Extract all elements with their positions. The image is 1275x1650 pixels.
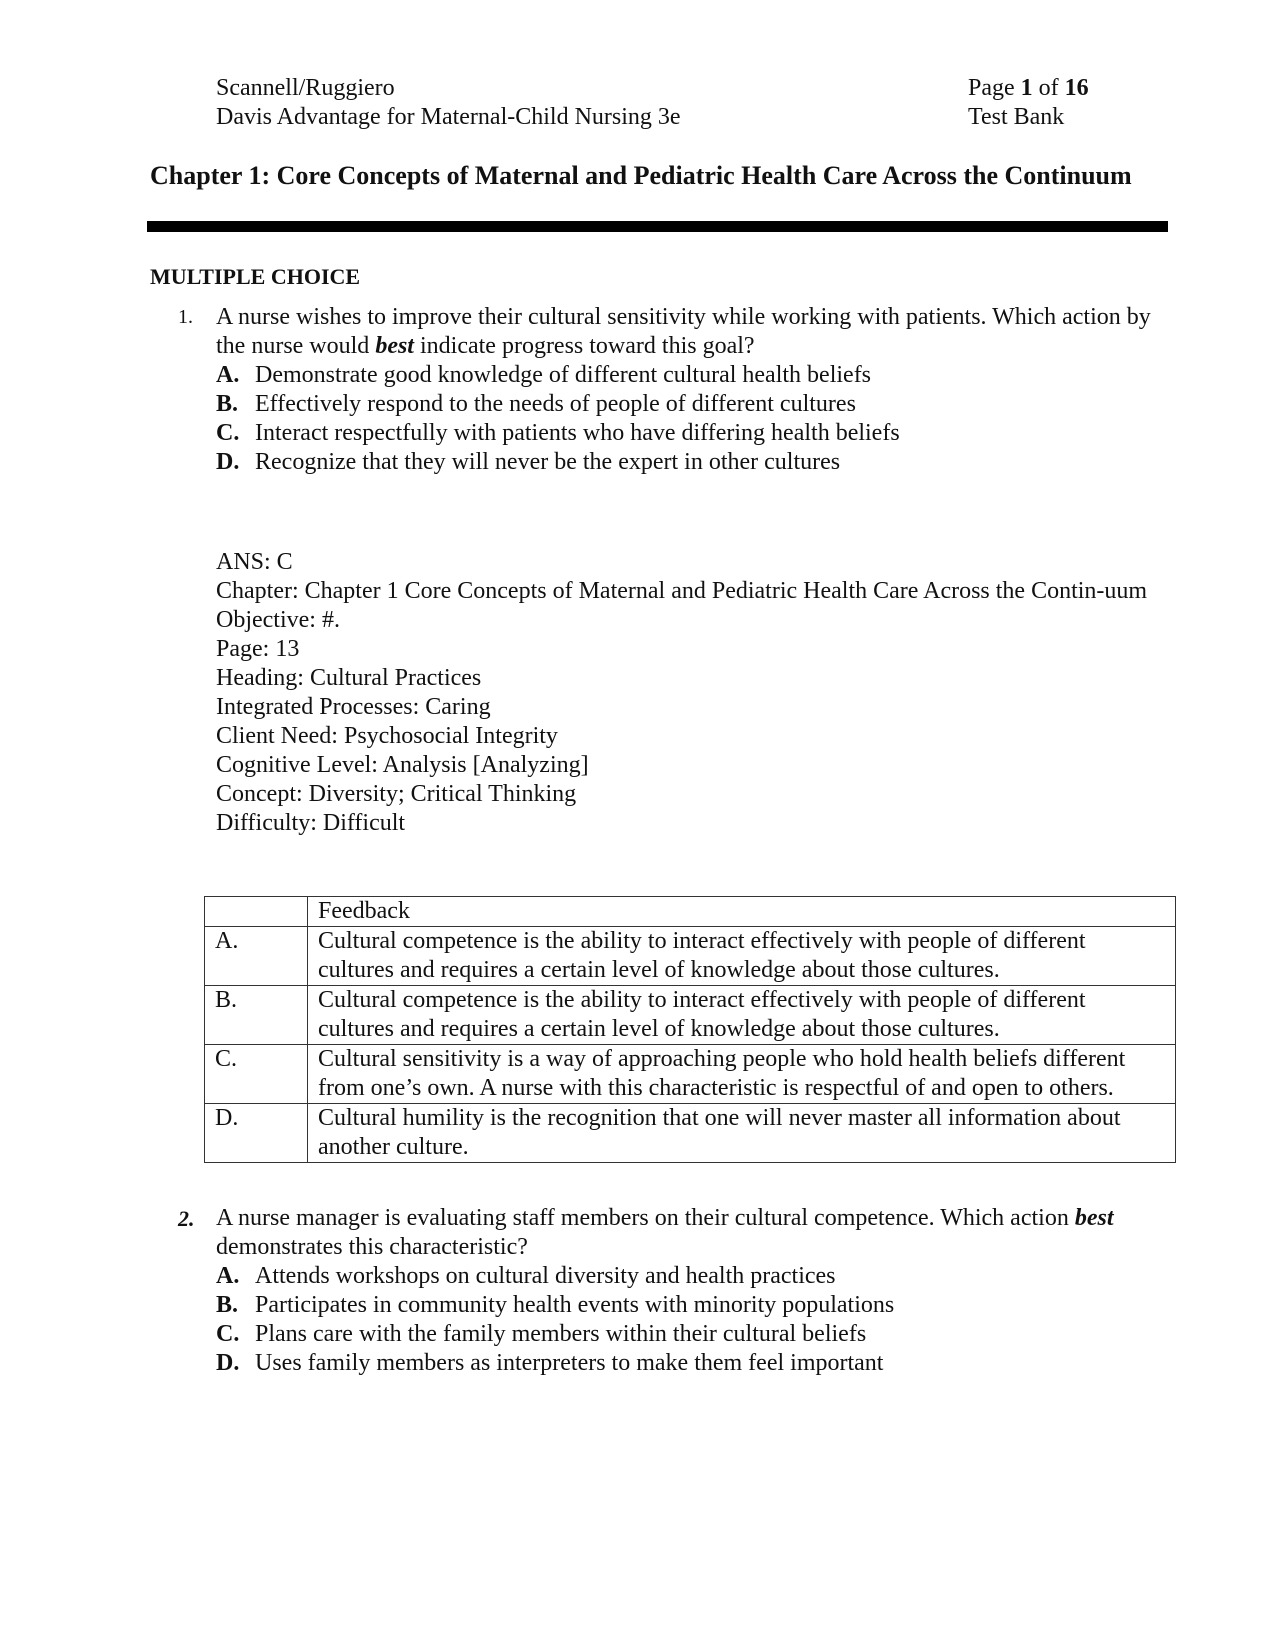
option-text: Plans care with the family members within their cultural beliefs: [255, 1321, 867, 1347]
page-prefix: Page: [968, 75, 1015, 101]
option-letter: D.: [216, 1350, 240, 1376]
option-text: Attends workshops on cultural diversity and health practices: [255, 1263, 836, 1289]
option-letter: C.: [216, 420, 240, 446]
meta-client-need: Client Need: Psychosocial Integrity: [216, 723, 558, 749]
table-cell: [205, 897, 308, 927]
meta-page: Page: 13: [216, 636, 300, 662]
stem-text: indicate progress toward this goal?: [413, 333, 755, 359]
meta-integrated-processes: Integrated Processes: Caring: [216, 694, 491, 720]
table-row: [205, 986, 1176, 1045]
option-text: Effectively respond to the needs of people of different cultures: [255, 391, 856, 417]
table-cell-letter: C.: [205, 1045, 308, 1104]
meta-concept: Concept: Diversity; Critical Thinking: [216, 781, 577, 807]
question-number: 1.: [178, 306, 193, 328]
option-text: Recognize that they will never be the expert in other cultures: [255, 449, 841, 475]
meta-heading: Heading: Cultural Practices: [216, 665, 482, 691]
stem-text: demonstrates this characteristic?: [216, 1234, 528, 1260]
option-text: Participates in community health events with minority populations: [255, 1292, 895, 1318]
header-book-title: Davis Advantage for Maternal-Child Nursing 3e: [216, 104, 681, 130]
page-number: 1: [1020, 75, 1033, 101]
question-number: 2.: [178, 1206, 195, 1231]
stem-text: A nurse wishes to improve their cultural sensitivity while working with patients. Which action by the nurse would: [216, 304, 1151, 359]
option-text: Demonstrate good knowledge of different cultural health beliefs: [255, 362, 872, 388]
meta-objective: Objective: #.: [216, 607, 340, 633]
option-text: Interact respectfully with patients who have differing health beliefs: [255, 420, 900, 446]
option-b: [216, 1291, 1170, 1320]
option-d: [216, 448, 1170, 477]
table-header-row: [205, 897, 1176, 927]
question-stem: [216, 1204, 1170, 1262]
feedback-table: [204, 896, 1176, 1163]
option-d: [216, 1349, 1170, 1378]
option-letter: B.: [216, 391, 239, 417]
option-letter: D.: [216, 449, 240, 475]
header-author: Scannell/Ruggiero: [216, 75, 395, 101]
answer-key: ANS: C: [216, 549, 293, 575]
answer-metadata: [216, 548, 1166, 838]
option-letter: B.: [216, 1292, 239, 1318]
question-stem: [216, 303, 1170, 361]
doc-type: Test Bank: [968, 104, 1065, 130]
meta-cognitive-level: Cognitive Level: Analysis [Analyzing]: [216, 752, 589, 778]
table-cell-feedback: Cultural competence is the ability to interact effectively with people of different cultures and requires a certain level of knowledge about those cultures.: [308, 986, 1176, 1045]
option-a: [216, 361, 1170, 390]
table-row: [205, 1045, 1176, 1104]
option-c: [216, 1320, 1170, 1349]
stem-emphasis: best: [375, 333, 414, 359]
meta-chapter: Chapter: Chapter 1 Core Concepts of Maternal and Pediatric Health Care Across the Contin-uum: [216, 578, 1148, 604]
page-total: 16: [1064, 75, 1089, 101]
heading-rule: [147, 221, 1168, 232]
section-label: MULTIPLE CHOICE: [150, 264, 361, 289]
header-left: [216, 74, 681, 132]
stem-text: A nurse manager is evaluating staff members on their cultural competence. Which action: [216, 1205, 1075, 1231]
page-indicator: [968, 74, 1089, 103]
option-letter: A.: [216, 362, 240, 388]
option-letter: C.: [216, 1321, 240, 1347]
option-c: [216, 419, 1170, 448]
option-a: [216, 1262, 1170, 1291]
question-1: [150, 303, 1170, 477]
table-cell-feedback: Cultural humility is the recognition that one will never master all information about another culture.: [308, 1104, 1176, 1163]
question-2: [150, 1204, 1170, 1378]
table-cell-letter: D.: [205, 1104, 308, 1163]
option-text: Uses family members as interpreters to make them feel important: [255, 1350, 884, 1376]
meta-difficulty: Difficulty: Difficult: [216, 810, 406, 836]
chapter-title: Chapter 1: Core Concepts of Maternal and Pediatric Health Care Across the Continuum: [150, 161, 1132, 190]
page-of: of: [1038, 75, 1059, 101]
table-cell-letter: B.: [205, 986, 308, 1045]
table-cell-letter: A.: [205, 927, 308, 986]
table-cell-feedback: Cultural sensitivity is a way of approaching people who hold health beliefs different from one’s own. A nurse with this characteristic is respectful of and open to others.: [308, 1045, 1176, 1104]
stem-emphasis: best: [1074, 1205, 1114, 1231]
table-header-cell: Feedback: [308, 897, 1176, 927]
option-b: [216, 390, 1170, 419]
table-row: [205, 927, 1176, 986]
header-right: [968, 74, 1089, 132]
table-cell-feedback: Cultural competence is the ability to interact effectively with people of different cultures and requires a certain level of knowledge about those cultures.: [308, 927, 1176, 986]
option-letter: A.: [216, 1263, 240, 1289]
table-row: [205, 1104, 1176, 1163]
